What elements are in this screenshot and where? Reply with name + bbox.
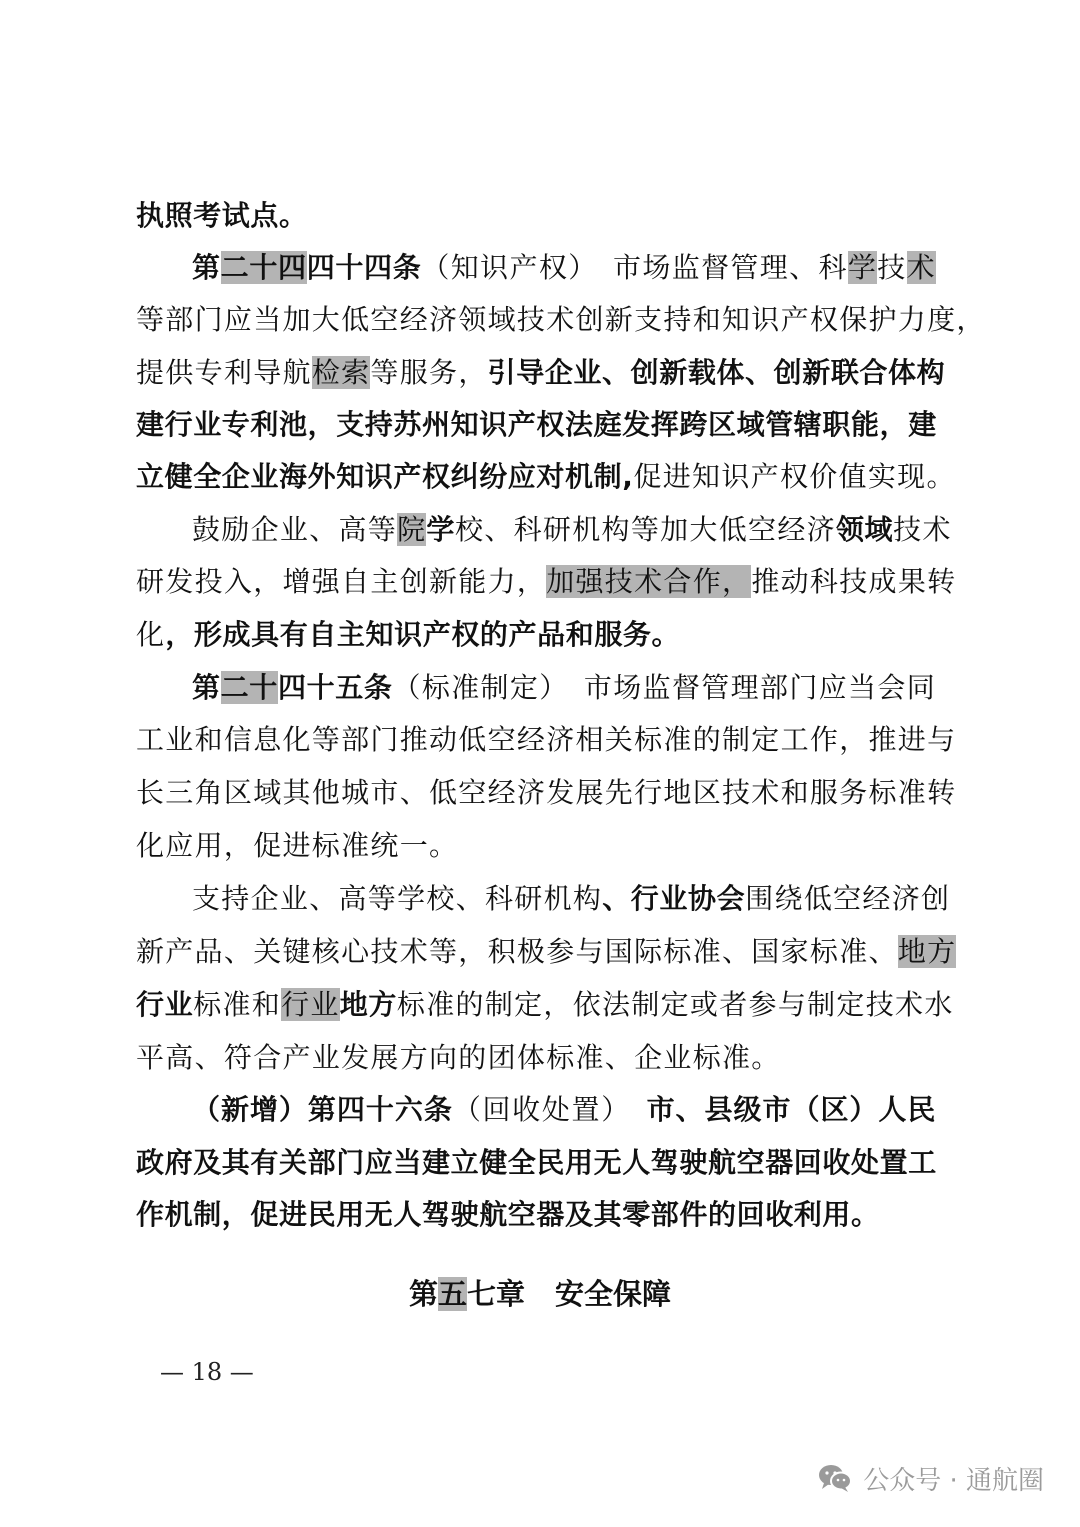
highlighted-text: 检索: [311, 356, 371, 389]
text-segment: （新增）第四十六条: [192, 1093, 453, 1126]
text-segment: 等服务，: [370, 356, 488, 389]
text-segment: 市、县级市（区）人民: [646, 1093, 936, 1126]
text-segment: （回收处置）: [452, 1093, 647, 1126]
text-line: [192, 510, 952, 550]
text-segment: 围绕低空经济创: [745, 882, 951, 915]
text-line: [136, 985, 954, 1025]
text-segment: 工业和信息化等部门推动低空经济相关标准的制定工作，推进与: [136, 723, 957, 756]
text-line: [192, 879, 951, 919]
wechat-icon: [817, 1462, 853, 1494]
text-segment: ，形成具有自主知识产权的产品和服务。: [165, 618, 681, 651]
text-segment: 四十五条: [277, 671, 393, 704]
text-segment: 推动科技成果转: [751, 565, 957, 598]
highlighted-text: 学: [847, 251, 878, 284]
highlighted-text: 院: [397, 513, 427, 546]
text-line: [136, 615, 936, 655]
highlighted-text: 术: [906, 251, 936, 284]
text-segment: 学: [426, 513, 456, 546]
text-segment: 化: [136, 618, 166, 651]
text-line: [136, 562, 957, 602]
text-segment: 执照考试点。: [136, 199, 308, 232]
text-segment: 校、科研机构等加大低空经济: [455, 513, 836, 546]
chapter-number: 七章: [467, 1277, 526, 1311]
watermark: [817, 1458, 1044, 1498]
text-segment: 第: [192, 251, 221, 284]
text-line: [136, 457, 956, 497]
text-segment: 引导企业、创新载体、创新联合体构: [487, 356, 946, 389]
text-segment: 平高、符合产业发展方向的团体标准、企业标准。: [136, 1041, 781, 1074]
text-line: [192, 668, 936, 708]
text-segment: 鼓励企业、高等: [192, 513, 398, 546]
text-line: [136, 1038, 936, 1078]
text-segment: 立健全企业海外知识产权纠纷应对机制,: [136, 460, 634, 493]
text-segment: （知识产权） 市场监督管理、科: [421, 251, 848, 284]
text-segment: 长三角区域其他城市、低空经济发展先行地区技术和服务标准转: [136, 776, 957, 809]
highlighted-text: 加强技术合作，: [546, 565, 752, 598]
text-line: [136, 300, 986, 340]
chapter-heading: [0, 1274, 1080, 1314]
text-segment: 标准和: [193, 988, 282, 1021]
chapter-title: 安全保障: [555, 1277, 672, 1311]
text-segment: 研发投入，增强自主创新能力，: [136, 565, 547, 598]
text-line: [192, 248, 936, 288]
text-segment: 技术: [893, 513, 952, 546]
text-segment: 、行业协会: [602, 882, 746, 915]
chapter-prefix: 第: [408, 1277, 438, 1311]
text-segment: 行业: [136, 988, 194, 1021]
text-segment: 建行业专利池，支持苏州知识产权法庭发挥跨区域管辖职能，建: [136, 408, 937, 441]
page-number: — 18 —: [160, 1358, 254, 1386]
text-line: [192, 1090, 936, 1130]
text-line: [136, 196, 936, 236]
text-segment: 支持企业、高等学校、科研机构: [192, 882, 603, 915]
text-line: [136, 1143, 936, 1183]
text-segment: 促进知识产权价值实现。: [633, 460, 956, 493]
text-line: [136, 1195, 936, 1235]
text-segment: 作机制，促进民用无人驾驶航空器及其零部件的回收利用。: [136, 1198, 880, 1231]
highlighted-text: 地方: [897, 935, 957, 968]
text-segment: 领域: [835, 513, 894, 546]
text-line: [136, 405, 936, 445]
text-segment: 技: [877, 251, 907, 284]
text-segment: 标准的制定，依法制定或者参与制定技术水: [396, 988, 954, 1021]
text-segment: 政府及其有关部门应当建立健全民用无人驾驶航空器回收处置工: [136, 1146, 937, 1179]
text-segment: 地方: [339, 988, 397, 1021]
text-line: [136, 932, 957, 972]
text-line: [136, 773, 957, 813]
text-segment: 化应用，促进标准统一。: [136, 829, 459, 862]
highlighted-text: 行业: [281, 988, 340, 1021]
text-line: [136, 353, 946, 393]
text-segment: 第: [192, 671, 221, 704]
text-segment: 等部门应当加大低空经济领域技术创新支持和知识产权保护力度，: [136, 303, 986, 336]
chapter-old-number: 五: [437, 1277, 467, 1311]
highlighted-text: 二十: [220, 671, 278, 704]
text-segment: 提供专利导航: [136, 356, 312, 389]
watermark-text: 公众号 · 通航圈: [863, 1465, 1044, 1496]
text-line: [136, 826, 936, 866]
text-segment: （标准制定） 市场监督管理部门应当会同: [392, 671, 937, 704]
text-line: [136, 720, 957, 760]
text-segment: 四十四条: [306, 251, 422, 284]
highlighted-text: 二十四: [220, 251, 307, 284]
text-segment: 新产品、关键核心技术等，积极参与国际标准、国家标准、: [136, 935, 898, 968]
